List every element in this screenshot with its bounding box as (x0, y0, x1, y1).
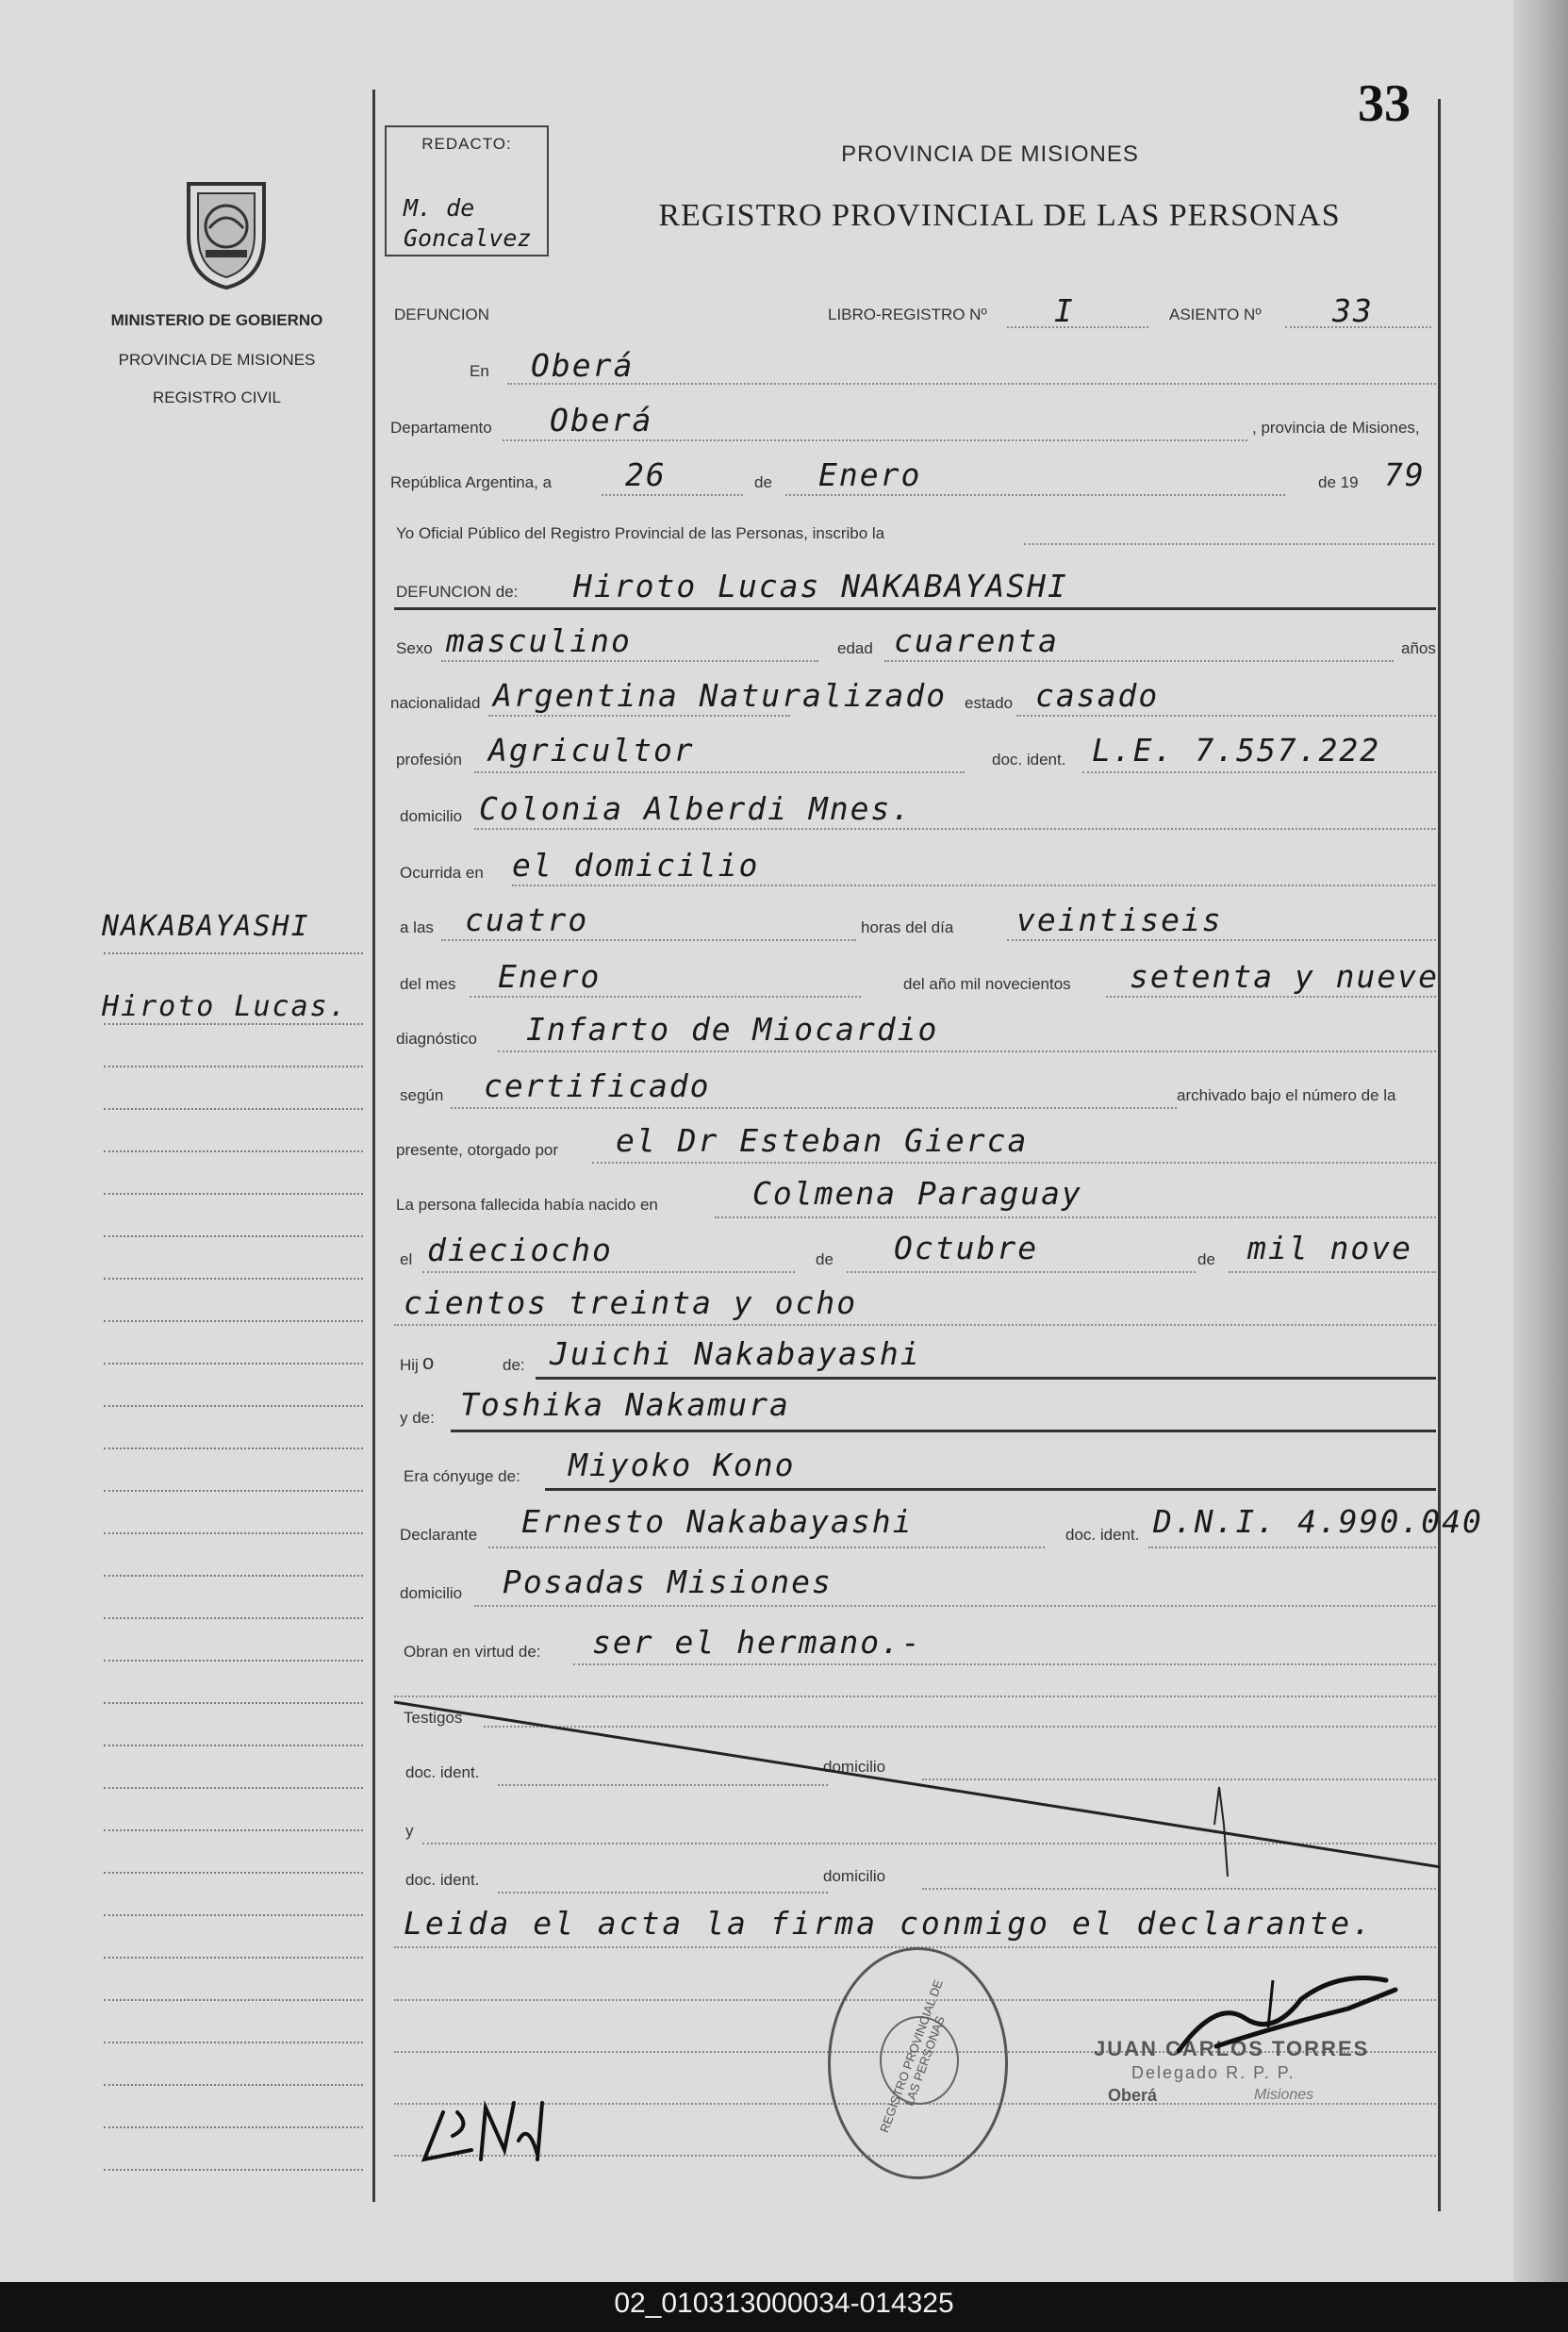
oficial-text: Yo Oficial Público del Registro Provincial de las Personas, inscribo la (396, 524, 885, 542)
book-spine (1513, 0, 1568, 2282)
stamp-text: REGISTRO PROVINCIAL DE LAS PERSONAS (877, 1977, 948, 2135)
right-border-rule (1438, 99, 1441, 2211)
presente-label: presente, otorgado por (396, 1141, 559, 1159)
margin-line (104, 1532, 363, 1534)
departamento-label: Departamento (390, 419, 492, 437)
y-de-value: Toshika Nakamura (460, 1386, 790, 1423)
registro-heading: REGISTRO PROVINCIAL DE LAS PERSONAS (658, 198, 1341, 233)
margin-line (104, 952, 363, 954)
testigo1-doc-label: doc. ident. (405, 1763, 480, 1781)
de-19-label: de 19 (1318, 473, 1359, 491)
closing-value: Leida el acta la firma conmigo el declarante. (404, 1905, 1375, 1942)
del-anio-label: del año mil novecientos (903, 975, 1071, 993)
redacto-value (404, 193, 531, 254)
margin-line (104, 1320, 363, 1322)
defuncion-de-value: Hiroto Lucas NAKABAYASHI (573, 568, 1068, 604)
left-border-rule (372, 90, 375, 2202)
margin-line (104, 1235, 363, 1237)
ministerio-label: MINISTERIO DE GOBIERNO (110, 311, 323, 329)
page-number: 33 (1358, 74, 1411, 133)
margin-line (104, 1447, 363, 1449)
margin-line (104, 1999, 363, 2001)
conyuge-label: Era cónyuge de: (404, 1467, 520, 1485)
provincia-label: PROVINCIA DE MISIONES (118, 351, 316, 369)
defuncion-de-label: DEFUNCION de: (396, 583, 519, 601)
margin-line (104, 1702, 363, 1704)
doc-ident-label: doc. ident. (992, 751, 1066, 769)
margin-line (104, 1490, 363, 1492)
archivado-label: archivado bajo el número de la (1177, 1086, 1396, 1104)
en-value: Oberá (531, 347, 635, 384)
margin-given-name: Hiroto Lucas. (102, 990, 348, 1023)
redacto-value-line2: Goncalvez (404, 224, 532, 252)
edad-label: edad (837, 639, 873, 657)
margin-line (104, 2042, 363, 2043)
profesion-label: profesión (396, 751, 462, 769)
presente-value: el Dr Esteban Gierca (616, 1122, 1029, 1159)
redacto-label: REDACTO: (421, 135, 512, 153)
testigo1-domicilio-label: domicilio (823, 1758, 886, 1776)
obran-label: Obran en virtud de: (404, 1643, 541, 1661)
margin-line (104, 1914, 363, 1916)
mes-value: Enero (818, 456, 922, 493)
official-signature (1160, 1961, 1405, 2075)
provincia-heading: PROVINCIA DE MISIONES (841, 141, 1139, 167)
officer-name: JUAN CARLOS TORRES (1094, 2037, 1370, 2060)
hijo-value: Juichi Nakabayashi (550, 1335, 921, 1372)
margin-line (104, 1023, 363, 1025)
doc-ident2-value: D.N.I. 4.990.040 (1153, 1503, 1483, 1540)
del-anio-value: setenta y nueve (1130, 958, 1440, 995)
footer-id: 02_010313000034-014325 (614, 2288, 954, 2319)
domicilio-label: domicilio (400, 807, 463, 825)
a-las-value: cuatro (465, 901, 589, 938)
officer-location: Oberá (1108, 2086, 1158, 2105)
diagnostico-value: Infarto de Miocardio (526, 1011, 939, 1048)
sexo-label: Sexo (396, 639, 433, 657)
continuation-value: cientos treinta y ocho (404, 1284, 858, 1321)
nacionalidad-value: Argentina Naturalizado (493, 677, 948, 714)
de3-label: de (1197, 1250, 1215, 1268)
domicilio2-label: domicilio (400, 1584, 463, 1602)
margin-line (104, 1872, 363, 1874)
declarante-value: Ernesto Nakabayashi (521, 1503, 914, 1540)
margin-line (104, 1617, 363, 1619)
nacionalidad-label: nacionalidad (390, 694, 481, 712)
libro-value: I (1054, 292, 1075, 329)
dia-value: 26 (625, 456, 667, 493)
de-label: de (754, 473, 772, 491)
coat-of-arms-seal (170, 170, 283, 292)
a-las-label: a las (400, 918, 434, 936)
edad-value: cuarenta (894, 622, 1059, 659)
officer-title: Delegado R. P. P. (1131, 2063, 1296, 2082)
margin-line (104, 1066, 363, 1067)
segun-label: según (400, 1086, 444, 1104)
margin-line (104, 1829, 363, 1831)
nacido-value: Colmena Paraguay (752, 1175, 1082, 1212)
declarante-label: Declarante (400, 1526, 478, 1544)
horas-value: veintiseis (1016, 901, 1223, 938)
de3-value: mil nove (1247, 1230, 1412, 1266)
provincia-misiones-label: , provincia de Misiones, (1252, 419, 1420, 437)
horas-label: horas del día (861, 918, 954, 936)
diagnostico-label: diagnóstico (396, 1030, 478, 1048)
margin-line (104, 1575, 363, 1577)
en-label: En (470, 362, 489, 380)
anio-value: 79 (1384, 456, 1426, 493)
estado-value: casado (1035, 677, 1160, 714)
margin-surname: NAKABAYASHI (102, 910, 310, 943)
hijo-de-label: de: (503, 1356, 525, 1374)
margin-line (104, 1660, 363, 1662)
ocurrida-label: Ocurrida en (400, 864, 484, 882)
margin-line (104, 2126, 363, 2128)
doc-ident-value: L.E. 7.557.222 (1092, 732, 1381, 769)
redacto-box (385, 125, 549, 256)
de2-value: Octubre (894, 1230, 1039, 1266)
margin-line (104, 1108, 363, 1110)
margin-line (104, 1193, 363, 1195)
margin-line (104, 1363, 363, 1364)
testigos-strike-line (394, 1697, 1441, 1886)
hijo-suffix: o (422, 1350, 435, 1374)
el-label: el (400, 1250, 413, 1268)
asiento-value: 33 (1332, 292, 1374, 329)
domicilio-value: Colonia Alberdi Mnes. (479, 790, 913, 827)
sexo-value: masculino (446, 622, 632, 659)
doc-ident2-label: doc. ident. (1065, 1526, 1140, 1544)
domicilio2-value: Posadas Misiones (503, 1563, 833, 1600)
republica-label: República Argentina, a (390, 473, 553, 491)
estado-label: estado (965, 694, 1014, 712)
nacido-label: La persona fallecida había nacido en (396, 1196, 658, 1214)
testigo2-doc-label: doc. ident. (405, 1871, 480, 1889)
del-mes-label: del mes (400, 975, 456, 993)
obran-value: ser el hermano.- (592, 1624, 922, 1661)
margin-line (104, 1278, 363, 1280)
registro-civil-label: REGISTRO CIVIL (152, 389, 282, 406)
hijo-label: Hij (400, 1356, 419, 1374)
defuncion-title: DEFUNCION (394, 306, 490, 323)
margin-line (104, 1405, 363, 1407)
de2-label: de (816, 1250, 834, 1268)
ocurrida-value: el domicilio (512, 847, 760, 884)
segun-value: certificado (484, 1067, 711, 1104)
testigo-y-label: y (405, 1822, 414, 1840)
official-stamp (828, 1947, 1008, 2179)
profesion-value: Agricultor (488, 732, 695, 769)
margin-line (104, 1150, 363, 1152)
declarant-signature (415, 2084, 585, 2178)
anos-label: años (1401, 639, 1436, 657)
del-mes-value: Enero (498, 958, 602, 995)
departamento-value: Oberá (550, 402, 653, 438)
officer-province: Misiones (1254, 2087, 1314, 2103)
el-value: dieciocho (427, 1232, 613, 1268)
y-de-label: y de: (400, 1409, 435, 1427)
margin-line (104, 1745, 363, 1746)
margin-line (104, 2084, 363, 2086)
margin-line (104, 1957, 363, 1959)
margin-line (104, 2169, 363, 2171)
conyuge-value: Miyoko Kono (569, 1447, 796, 1483)
margin-line (104, 1787, 363, 1789)
testigos-label: Testigos (404, 1709, 463, 1727)
testigo2-domicilio-label: domicilio (823, 1867, 886, 1885)
libro-label: LIBRO-REGISTRO Nº (828, 306, 987, 323)
asiento-label: ASIENTO Nº (1169, 306, 1262, 323)
redacto-value-line1: M. de (404, 194, 475, 222)
